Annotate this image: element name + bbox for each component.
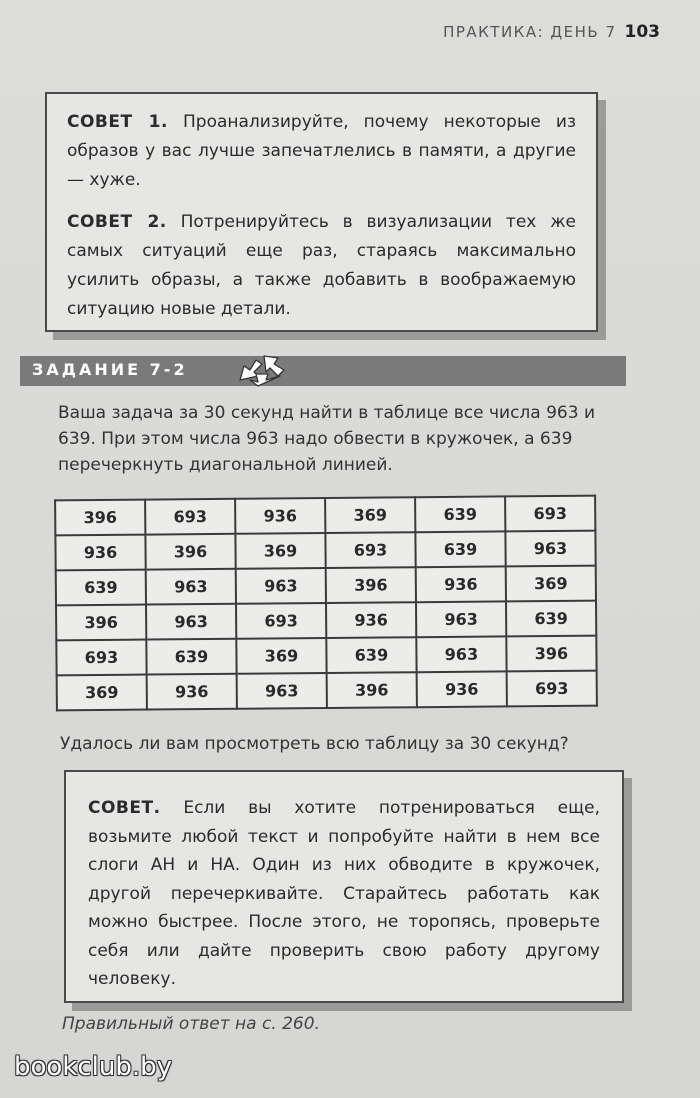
number-table xyxy=(54,495,598,712)
table-cell: 936 xyxy=(326,602,416,638)
table-cell: 963 xyxy=(236,568,326,604)
table-cell: 639 xyxy=(415,496,505,532)
table-cell: 396 xyxy=(56,605,146,641)
table-cell: 396 xyxy=(145,534,235,570)
table-row xyxy=(56,636,596,676)
table-cell: 936 xyxy=(235,498,325,534)
table-cell: 936 xyxy=(55,535,145,571)
table-cell: 396 xyxy=(326,567,416,603)
table-row xyxy=(57,671,597,711)
tip-text: Если вы хотите потренироваться еще, возьмите любой текст и попробуйте найти в нем все слоги АН и НА. Один из них обводите в кружочек, другой перечеркивайте. Старайтесь работать как можно быстрее. После этого, не торопясь, проверьте себя или дайте проверить свою работу другому человеку. xyxy=(88,798,600,989)
table-cell: 936 xyxy=(147,674,237,710)
page-number: 103 xyxy=(624,22,660,42)
tip-box-2 xyxy=(64,770,624,1003)
table-cell: 369 xyxy=(236,638,326,674)
table-cell: 639 xyxy=(506,601,596,637)
table-cell: 369 xyxy=(506,566,596,602)
table-cell: 693 xyxy=(325,532,415,568)
tip-label: СОВЕТ 2. xyxy=(67,212,167,232)
tip-paragraph xyxy=(88,794,600,994)
tip-label: СОВЕТ 1. xyxy=(67,112,168,132)
running-head xyxy=(443,22,660,42)
tip-paragraph-2 xyxy=(67,208,576,324)
tip-label: СОВЕТ. xyxy=(88,798,161,818)
table-cell: 369 xyxy=(57,675,147,711)
table-cell: 963 xyxy=(416,636,506,672)
table-cell: 936 xyxy=(416,566,506,602)
recycle-arrows-icon xyxy=(230,350,292,390)
table-cell: 396 xyxy=(327,672,417,708)
tip-text: Проанализируйте, почему некоторые из образов у вас лучше запечатлелись в памяти, а другие — хуже. xyxy=(67,112,576,190)
table-cell: 639 xyxy=(415,531,505,567)
table-cell: 396 xyxy=(506,636,596,672)
table-cell: 963 xyxy=(505,531,595,567)
table-cell: 639 xyxy=(326,637,416,673)
table-cell: 369 xyxy=(235,533,325,569)
section-title: ПРАКТИКА: ДЕНЬ 7 xyxy=(443,23,617,41)
table-cell: 693 xyxy=(505,496,595,532)
task-header-band xyxy=(20,356,626,386)
table-cell: 936 xyxy=(417,671,507,707)
table-cell: 963 xyxy=(146,569,236,605)
table-cell: 693 xyxy=(56,640,146,676)
table-row xyxy=(56,601,596,641)
tip-paragraph-1 xyxy=(67,108,576,195)
watermark-logo: bookclub.by xyxy=(14,1052,173,1082)
answer-reference: Правильный ответ на с. 260. xyxy=(62,1014,320,1034)
table-cell: 639 xyxy=(56,570,146,606)
task-question: Удалось ли вам просмотреть всю таблицу за 30 секунд? xyxy=(60,734,569,754)
table-cell: 369 xyxy=(325,497,415,533)
table-cell: 963 xyxy=(416,601,506,637)
table-cell: 693 xyxy=(145,499,235,535)
table-cell: 963 xyxy=(146,604,236,640)
table-cell: 639 xyxy=(146,639,236,675)
table-cell: 963 xyxy=(237,673,327,709)
task-label: ЗАДАНИЕ 7-2 xyxy=(32,360,188,379)
table-cell: 693 xyxy=(507,671,597,707)
table-row xyxy=(55,496,595,536)
tip-box-1 xyxy=(45,92,598,332)
task-instructions: Ваша задача за 30 секунд найти в таблице все числа 963 и 639. При этом числа 963 надо обвести в кружочек, а 639 перечеркнуть диагональной линией. xyxy=(58,403,596,475)
table-row xyxy=(56,566,596,606)
table-row xyxy=(55,531,595,571)
table-cell: 396 xyxy=(55,500,145,536)
table-cell: 693 xyxy=(236,603,326,639)
tip-text: Потренируйтесь в визуализации тех же самых ситуаций еще раз, стараясь максимально усилить образы, а также добавить в воображаемую ситуацию новые детали. xyxy=(67,212,576,319)
